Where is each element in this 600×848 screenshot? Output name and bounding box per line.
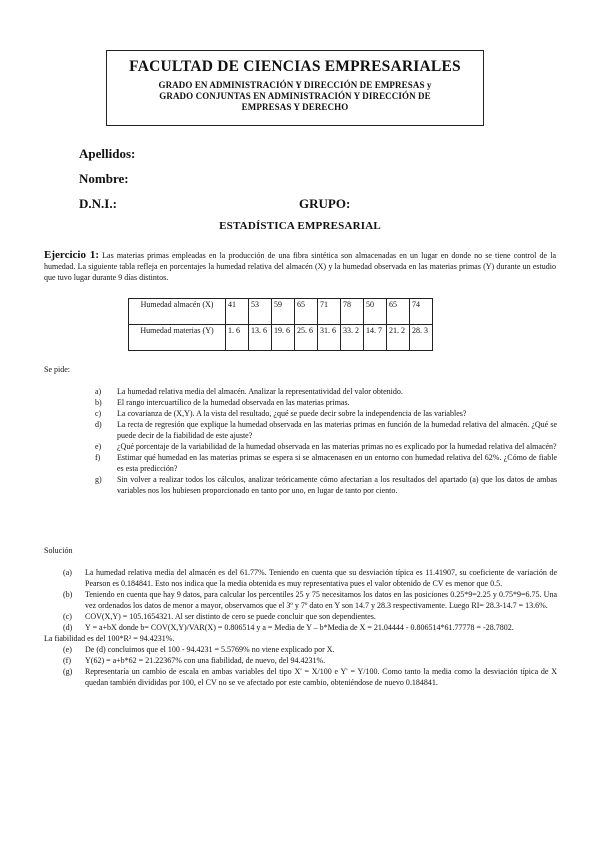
item-text: La humedad relativa media del almacén. Analizar la representatividad del valor obtenido. <box>117 387 403 396</box>
item-text: COV(X,Y) = 105.1654321. Al ser distinto de cero se puede concluir que son dependientes. <box>85 612 376 621</box>
x-value: 53 <box>249 299 272 325</box>
item-marker: f) <box>95 453 101 462</box>
x-value: 65 <box>295 299 318 325</box>
item-text: La humedad relativa media del almacén es del 61.77%. Teniendo en cuenta que su desviación típica es 11.41907, su coeficiente de variación de Pearson es 0.184841. Esto nos indica que la media obtenida es muy representativa pues el valor obtenido de CV es menor que 0.5. <box>85 568 557 588</box>
faculty-title: FACULTAD DE CIENCIAS EMPRESARIALES <box>129 58 461 75</box>
y-value: 14. 7 <box>364 325 387 351</box>
item-text: Teniendo en cuenta que hay 9 datos, para calcular los percentiles 25 y 75 necesitamos los datos en las posiciones 0.25*9=2.25 y 0.75*9=6.75. Una vez ordenados los datos de menor a mayor, observamos que el 3º y 7º dato en Y son 14.7 y 28.3 respectivamente. Luego RI= 28.3-14.7 = 13.6%. <box>85 590 557 610</box>
item-marker: (c) <box>63 612 72 621</box>
y-value: 19. 6 <box>272 325 295 351</box>
y-value: 1. 6 <box>226 325 249 351</box>
list-item <box>63 589 557 611</box>
item-text: ¿Qué porcentaje de la variabilidad de la humedad observada en las materias primas no es explicado por la humedad relativa del almacén? <box>117 442 557 451</box>
item-marker: (e) <box>63 645 72 654</box>
item-marker: (f) <box>63 656 71 665</box>
item-marker: g) <box>95 475 102 484</box>
item-marker: e) <box>95 442 102 451</box>
degree-line: GRADO EN ADMINISTRACIÓN Y DIRECCIÓN DE EMPRESAS y <box>158 80 432 90</box>
item-text: Y(62) = a+b*62 = 21.22367% con una fiabilidad, de nuevo, del 94.4231%. <box>85 656 326 665</box>
list-item <box>63 644 557 655</box>
x-value: 41 <box>226 299 249 325</box>
item-marker: a) <box>95 387 102 396</box>
dni-label: D.N.I.: <box>79 196 117 211</box>
item-text: Estimar qué humedad en las materias primas se espera si se almacenasen en un entorno con humedad relativa del 62%. ¿Cómo de fiable es esta predicción? <box>117 453 557 473</box>
list-item <box>95 419 557 441</box>
x-value: 78 <box>341 299 364 325</box>
surname-label: Apellidos: <box>79 146 136 161</box>
answer-list <box>44 567 557 688</box>
list-item <box>63 567 557 589</box>
item-marker: d) <box>95 420 102 429</box>
reliability-line: La fiabilidad es del 100*R² = 94.4231%. <box>44 634 175 643</box>
item-text: El rango intercuartílico de la humedad observada en las materias primas. <box>117 398 350 407</box>
table-row-x <box>129 299 433 325</box>
list-item <box>63 666 557 688</box>
row-header-y: Humedad materias (Y) <box>129 325 226 351</box>
exercise-statement <box>44 250 556 283</box>
list-item <box>63 622 557 633</box>
item-text: Y = a+bX donde b= COV(X,Y)/VAR(X) = 0.806514 y a = Media de Y – b*Media de X = 21.04444 - 0.806514*61.77778 = -28.7802. <box>85 623 514 632</box>
item-marker: b) <box>95 398 102 407</box>
y-value: 28. 3 <box>410 325 433 351</box>
y-value: 21. 2 <box>387 325 410 351</box>
x-value: 74 <box>410 299 433 325</box>
x-value: 59 <box>272 299 295 325</box>
exercise-label: Ejercicio 1: <box>44 249 99 261</box>
asks-label: Se pide: <box>44 365 70 374</box>
list-item <box>95 474 557 496</box>
x-value: 71 <box>318 299 341 325</box>
name-label: Nombre: <box>79 171 129 186</box>
item-marker: (a) <box>63 568 72 577</box>
list-item <box>95 386 557 397</box>
y-value: 31. 6 <box>318 325 341 351</box>
x-value: 65 <box>387 299 410 325</box>
y-value: 25. 6 <box>295 325 318 351</box>
list-item <box>63 611 557 622</box>
list-item <box>63 655 557 666</box>
exercise-text: Las materias primas empleadas en la producción de una fibra sintética son almacenadas en un lugar en donde no se tiene control de la humedad. La siguiente tabla refleja en porcentajes la humedad relativa del almacén (X) y la humedad observada en las materias primas (Y) durante un estudio que tuvo lugar durante 9 días distintos. <box>44 251 556 282</box>
item-text: La covarianza de (X,Y). A la vista del resultado, ¿qué se puede decir sobre la independencia de las variables? <box>117 409 467 418</box>
x-value: 50 <box>364 299 387 325</box>
y-value: 33. 2 <box>341 325 364 351</box>
table-row-y <box>129 325 433 351</box>
course-title: ESTADÍSTICA EMPRESARIAL <box>219 220 381 232</box>
item-marker: c) <box>95 409 102 418</box>
list-item <box>95 441 557 452</box>
item-marker: (b) <box>63 590 73 599</box>
item-text: De (d) concluimos que el 100 - 94.4231 = 5.5769% no viene explicado por X. <box>85 645 335 654</box>
item-text: La recta de regresión que explique la humedad observada en las materias primas en función de la humedad relativa del almacén. ¿Qué se puede decir de la fiabilidad de este ajuste? <box>117 420 557 440</box>
item-marker: (g) <box>63 667 73 676</box>
degree-line: EMPRESAS Y DERECHO <box>241 102 349 112</box>
item-text: Sin volver a realizar todos los cálculos, analizar teóricamente cómo afectarían a los resultados del apartado (a) que los datos de ambas variables nos los hubiesen proporcionado en tanto por uno, en lugar de tanto por ciento. <box>117 475 557 495</box>
list-item <box>95 452 557 474</box>
question-list <box>95 386 557 496</box>
degree-line: GRADO CONJUNTAS EN ADMINISTRACIÓN Y DIRECCIÓN DE <box>159 91 431 101</box>
item-marker: (d) <box>63 623 73 632</box>
y-value: 13. 6 <box>249 325 272 351</box>
item-text: Representaría un cambio de escala en ambas variables del tipo X' = X/100 e Y' = Y/100. Como tanto la media como la desviación típica de X quedan también divididas por 100, el CV no se ve afectado por este cambio, obteniéndose de nuevo 0.184841. <box>85 667 557 687</box>
faculty-header <box>106 50 484 126</box>
group-label: GRUPO: <box>299 196 351 211</box>
row-header-x: Humedad almacén (X) <box>129 299 226 325</box>
degree-lines <box>107 80 483 113</box>
list-item <box>95 408 557 419</box>
list-item <box>95 397 557 408</box>
humidity-table <box>128 298 433 351</box>
solution-label: Solución <box>44 546 73 555</box>
